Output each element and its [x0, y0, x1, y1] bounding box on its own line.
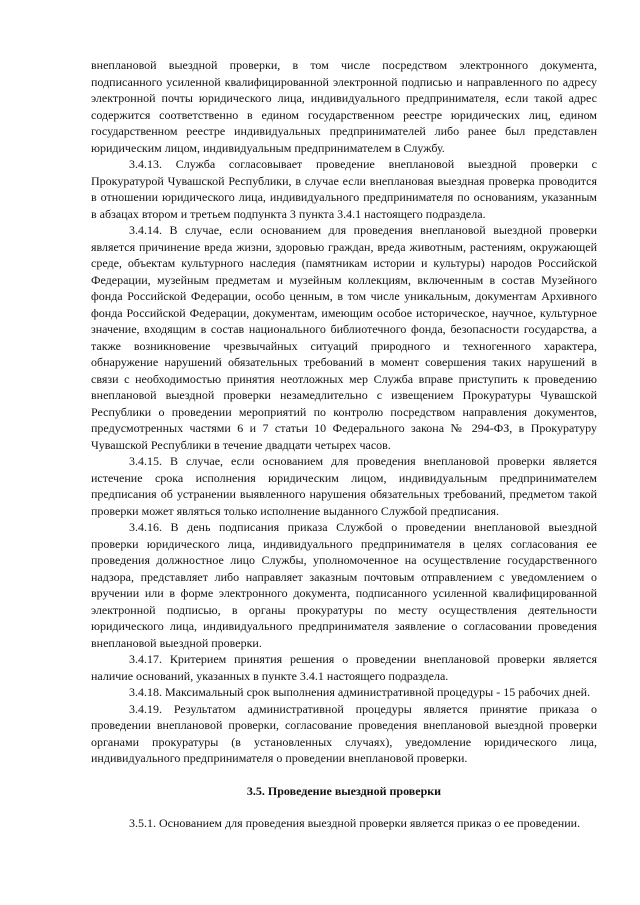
- paragraph-3-4-17: 3.4.17. Критерием принятия решения о проведении внеплановой проверки является наличие оснований, указанных в пункте 3.4.1 настоящего подраздела.: [91, 652, 597, 683]
- paragraph-3-4-18: 3.4.18. Максимальный срок выполнения административной процедуры - 15 рабочих дней.: [129, 685, 591, 699]
- section-heading: 3.5. Проведение выездной проверки: [246, 783, 442, 798]
- paragraph-3-5-1: 3.5.1. Основанием для проведения выездной проверки является приказ о ее проведении.: [129, 816, 581, 830]
- paragraph-3-4-13: 3.4.13. Служба согласовывает проведение внеплановой выездной проверки с Прокуратурой Чувашской Республики, в случае если внеплановая выездная проверка проводится в отношении юридического лица, индивидуального предпринимателя по основаниям, указанным в абзацах втором и третьем подпункта 3 пункта 3.4.1 настоящего подраздела.: [91, 157, 597, 221]
- paragraph-3-4-16: 3.4.16. В день подписания приказа Службой о проведении внеплановой выездной проверки юридического лица, индивидуального предпринимателя в целях согласования ее проведения должностное лицо Службы, уполномоченное на осуществление государственного надзора, представляет либо направляет заказным почтовым отправлением с уведомлением о вручении или в форме электронного документа, подписанного усиленной квалифицированной электронной подписью, в органы прокуратуры по месту осуществления деятельности юридического лица, индивидуального предпринимателя заявление о согласовании проведения внеплановой выездной проверки.: [91, 520, 597, 650]
- document-body: [91, 57, 597, 832]
- paragraph-3-4-15: 3.4.15. В случае, если основанием для проведения внеплановой проверки является истечение срока исполнения юридическим лицом, индивидуальным предпринимателем предписания об устранении выявленного нарушения обязательных требований, предметом такой проверки может являться только исполнение выданного Службой предписания.: [91, 454, 597, 518]
- paragraph-3-4-14: 3.4.14. В случае, если основанием для проведения внеплановой выездной проверки является причинение вреда жизни, здоровью граждан, вреда животным, растениям, окружающей среде, объектам культурного наследия (памятникам истории и культуры) народов Российской Федерации, музейным предметам и музейным коллекциям, включенным в состав Музейного фонда Российской Федерации, особо ценным, в том числе уникальным, документам Архивного фонда Российской Федерации, документам, имеющим особое историческое, научное, культурное значение, входящим в состав национального библиотечного фонда, безопасности государства, а также возникновение чрезвычайных ситуаций природного и техногенного характера, обнаружение нарушений обязательных требований в момент совершения таких нарушений в связи с необходимостью принятия неотложных мер Служба вправе приступить к проведению внеплановой выездной проверки незамедлительно с извещением Прокуратуры Чувашской Республики о проведении мероприятий по контролю посредством направления документов, предусмотренных частями 6 и 7 статьи 10 Федерального закона № 294-ФЗ, в Прокуратуру Чувашской Республики в течение двадцати четырех часов.: [91, 223, 597, 452]
- paragraph-3-4-19: 3.4.19. Результатом административной процедуры является принятие приказа о проведении внеплановой проверки, согласование проведения внеплановой выездной проверки органами прокуратуры (в установленных случаях), уведомление юридического лица, индивидуального предпринимателя о проведении внеплановой проверки.: [91, 701, 597, 765]
- paragraph-continuation: внеплановой выездной проверки, в том числе посредством электронного документа, подписанного усиленной квалифицированной электронной подписью и направленного по адресу электронной почты юридического лица, индивидуального предпринимателя, если такой адрес содержится соответственно в едином государственном реестре юридических лиц, едином государственном реестре индивидуальных предпринимателей либо ранее был представлен юридическим лицом, индивидуальным предпринимателем в Службу.: [91, 58, 597, 155]
